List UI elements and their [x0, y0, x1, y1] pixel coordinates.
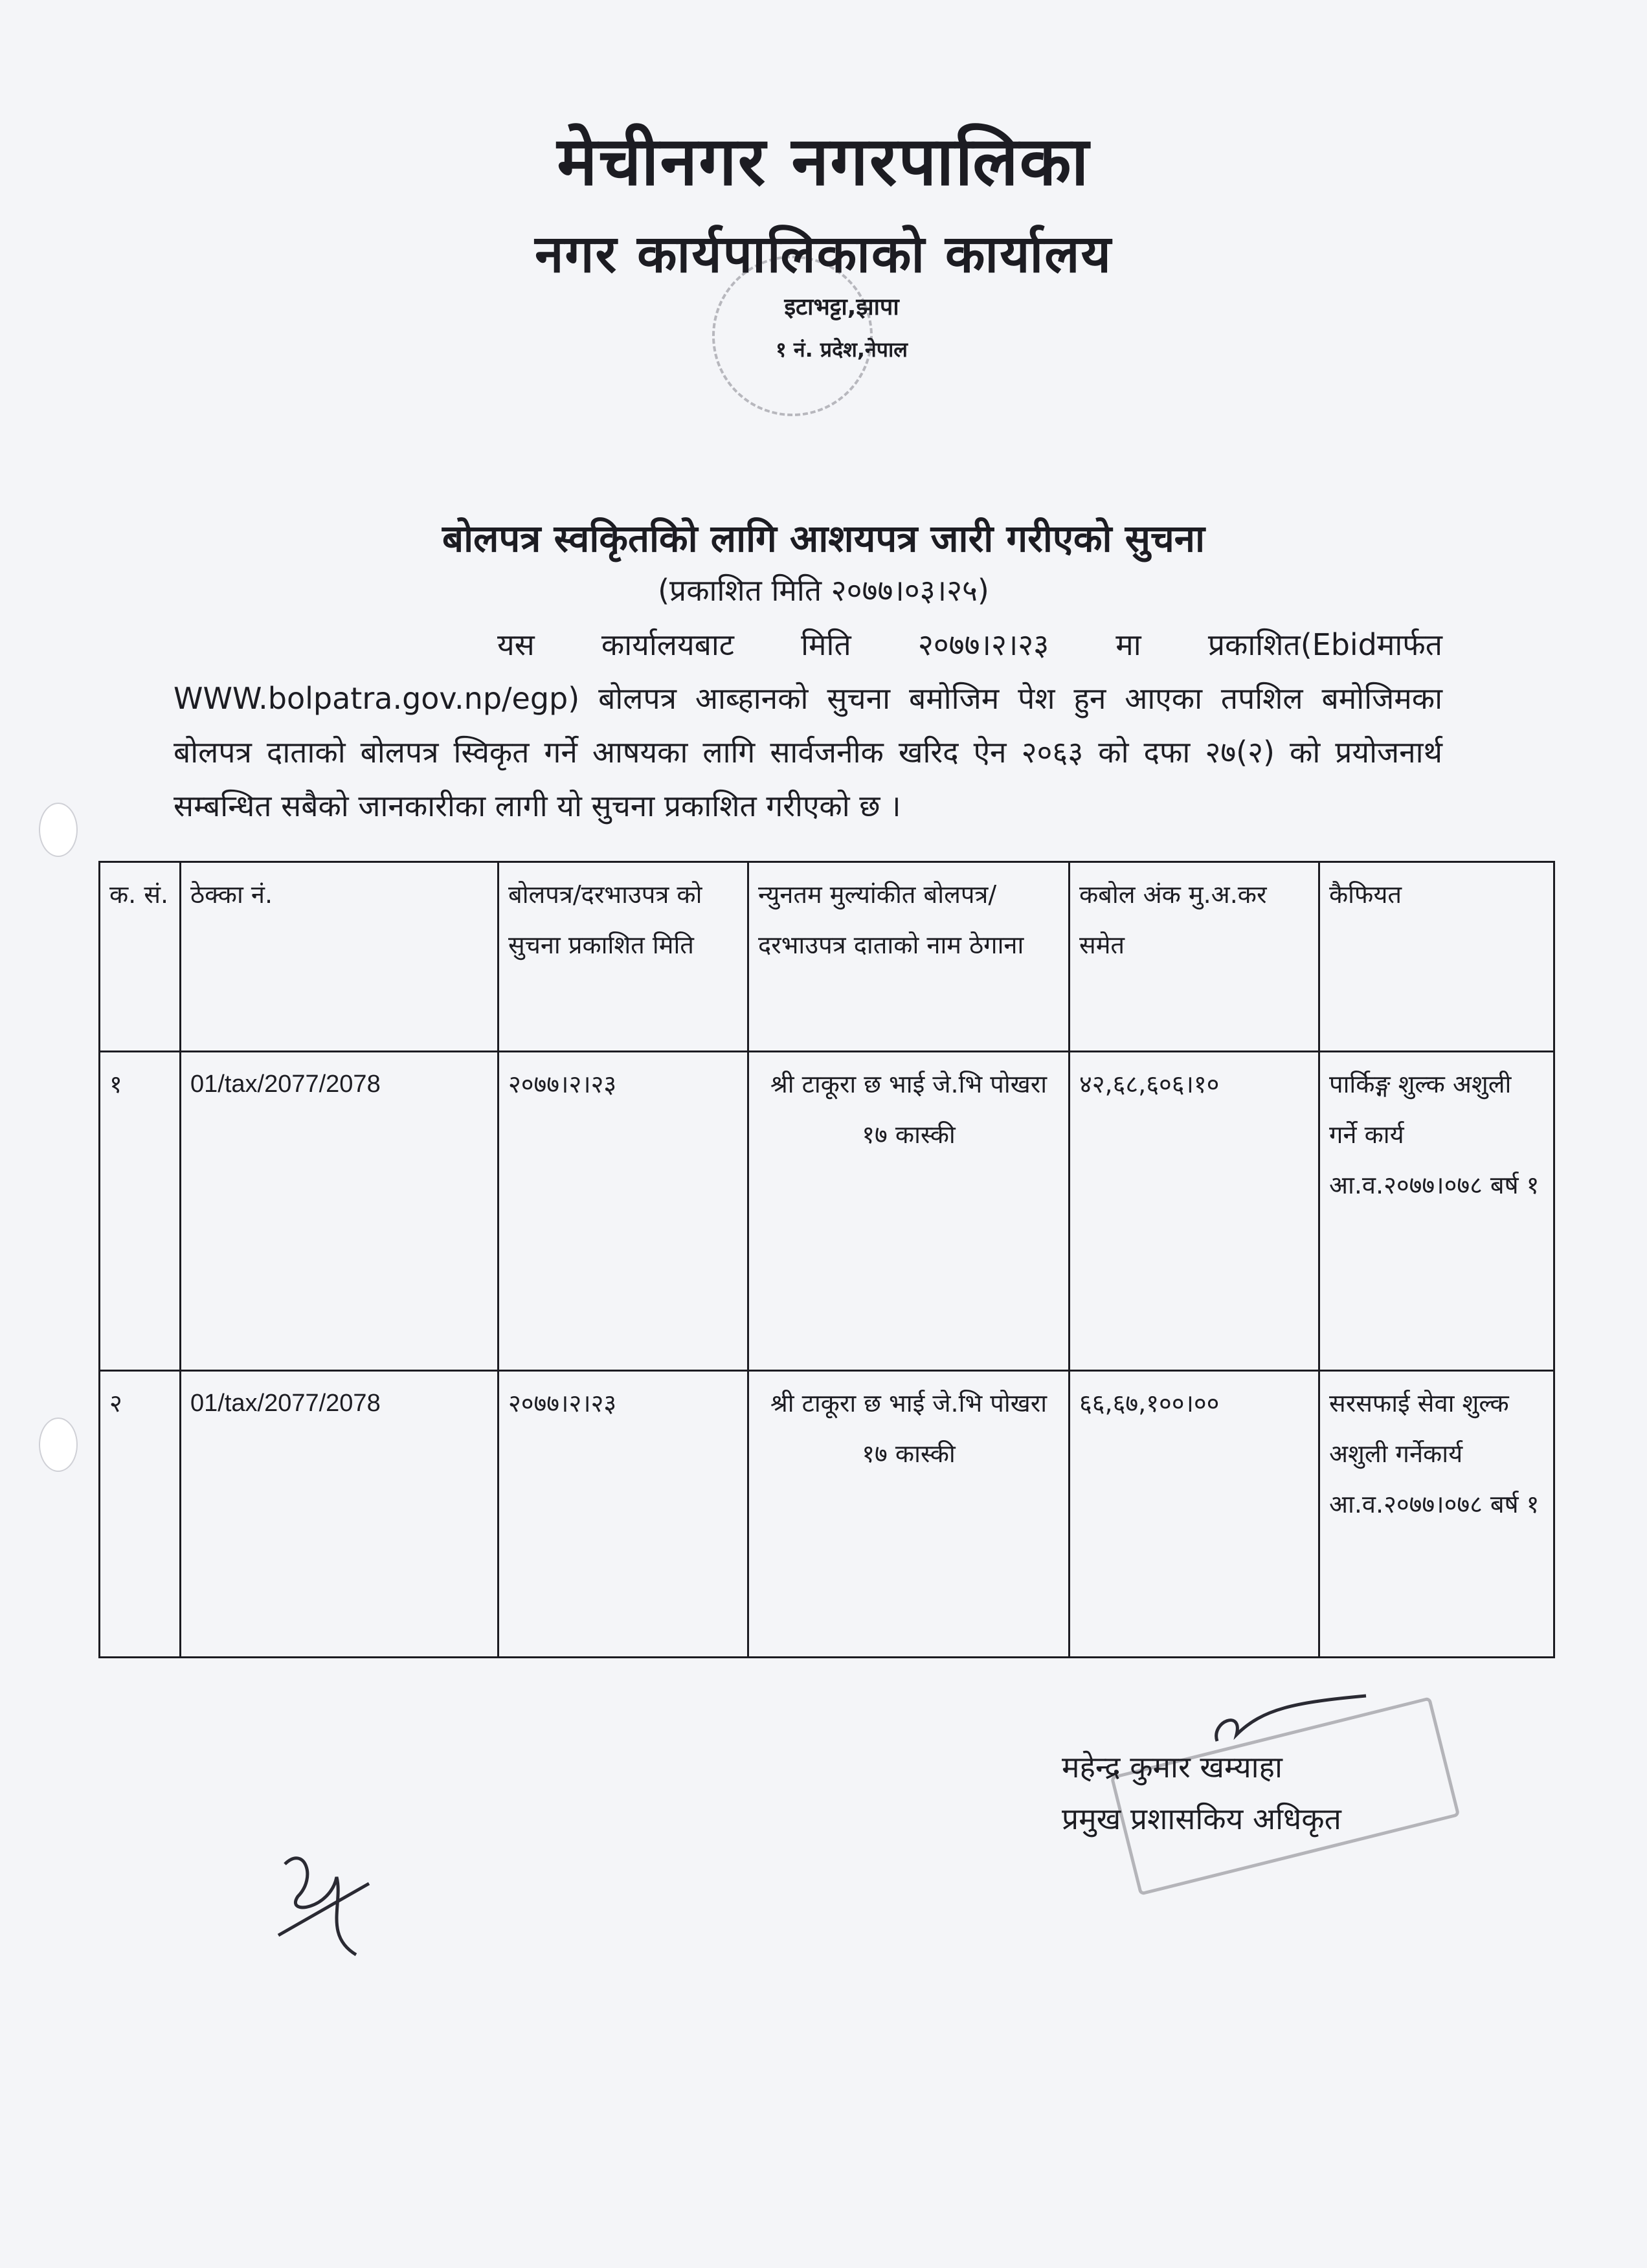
- cell-remarks: [1319, 1371, 1554, 1658]
- signatory-name: महेन्द्र कुमार खम्याहा: [1062, 1750, 1283, 1784]
- org-name: मेचीनगर नगरपालिका: [557, 122, 1090, 201]
- table-row: [100, 1371, 1554, 1658]
- cell-remarks: [1319, 1052, 1554, 1371]
- cell-amount: ६६,६७,१००।००: [1070, 1371, 1319, 1658]
- notice-body: यस कार्यालयबाट मिति २०७७।२।२३ मा प्रकाशित(Ebidमार्फत WWW.bolpatra.gov.np/egp) बोलपत्र आब्हानको सुचना बमोजिम पेश हुन आएका तपशिल बमोजिमका बोलपत्र दाताको बोलपत्र स्विकृत गर्ने आषयका लागि सार्वजनीक खरिद ऐन २०६३ को दफा २७(२) को प्रयोजनार्थ सम्बन्धित सबैको जानकारीका लागी यो सुचना प्रकाशित गरीएको छ ।: [174, 627, 1442, 823]
- punch-hole: [39, 1418, 78, 1472]
- table-header-row: [100, 862, 1554, 1052]
- signature-block: [1062, 1741, 1341, 1845]
- cell-contract-no: 01/tax/2077/2078: [181, 1052, 499, 1371]
- address-line-2: १ नं. प्रदेश,नेपाल: [776, 337, 908, 362]
- header-bidder: न्युनतम मुल्यांकीत बोलपत्र/दरभाउपत्र दाताको नाम ठेगाना: [748, 862, 1070, 1052]
- notice-title: बोलपत्र स्वकृितकिो लागि आशयपत्र जारी गरीएको सुचना: [442, 517, 1205, 561]
- cell-bidder: श्री टाकूरा छ भाई जे.भि पोखरा १७ कास्की: [748, 1052, 1070, 1371]
- office-name: नगर कार्यपालिकाको कार्यालय: [535, 224, 1112, 284]
- remarks-task: सरसफाई सेवा शुल्क अशुली गर्नेकार्य: [1329, 1389, 1509, 1468]
- cell-bidder: श्री टाकूरा छ भाई जे.भि पोखरा १७ कास्की: [748, 1371, 1070, 1658]
- initial-mark: [259, 1838, 375, 1968]
- header-remarks: कैफियत: [1319, 862, 1554, 1052]
- punch-hole: [39, 803, 78, 857]
- header-contract-no: ठेक्का नं.: [181, 862, 499, 1052]
- header-notice-date: बोलपत्र/दरभाउपत्र को सुचना प्रकाशित मिति: [499, 862, 748, 1052]
- remarks-fiscal-year: आ.व.२०७७।०७८ बर्ष १: [1329, 1171, 1540, 1199]
- bid-table: [98, 861, 1555, 1658]
- signatory-title: प्रमुख प्रशासकिय अधिकृत: [1062, 1801, 1341, 1836]
- published-date: (प्रकाशित मिति २०७७।०३।२५): [658, 573, 989, 608]
- cell-sn: १: [100, 1052, 181, 1371]
- table-row: [100, 1052, 1554, 1371]
- cell-notice-date: २०७७।२।२३: [499, 1052, 748, 1371]
- cell-notice-date: २०७७।२।२३: [499, 1371, 748, 1658]
- cell-contract-no: 01/tax/2077/2078: [181, 1371, 499, 1658]
- address-line-1: इटाभट्टा,झापा: [784, 294, 899, 320]
- remarks-fiscal-year: आ.व.२०७७।०७८ बर्ष १: [1329, 1490, 1540, 1518]
- cell-amount: ४२,६८,६०६।१०: [1070, 1052, 1319, 1371]
- remarks-task: पार्किङ्ग शुल्क अशुली गर्ने कार्य: [1329, 1070, 1512, 1149]
- header-amount: कबोल अंक मु.अ.कर समेत: [1070, 862, 1319, 1052]
- cell-sn: २: [100, 1371, 181, 1658]
- header-sn: क. सं.: [100, 862, 181, 1052]
